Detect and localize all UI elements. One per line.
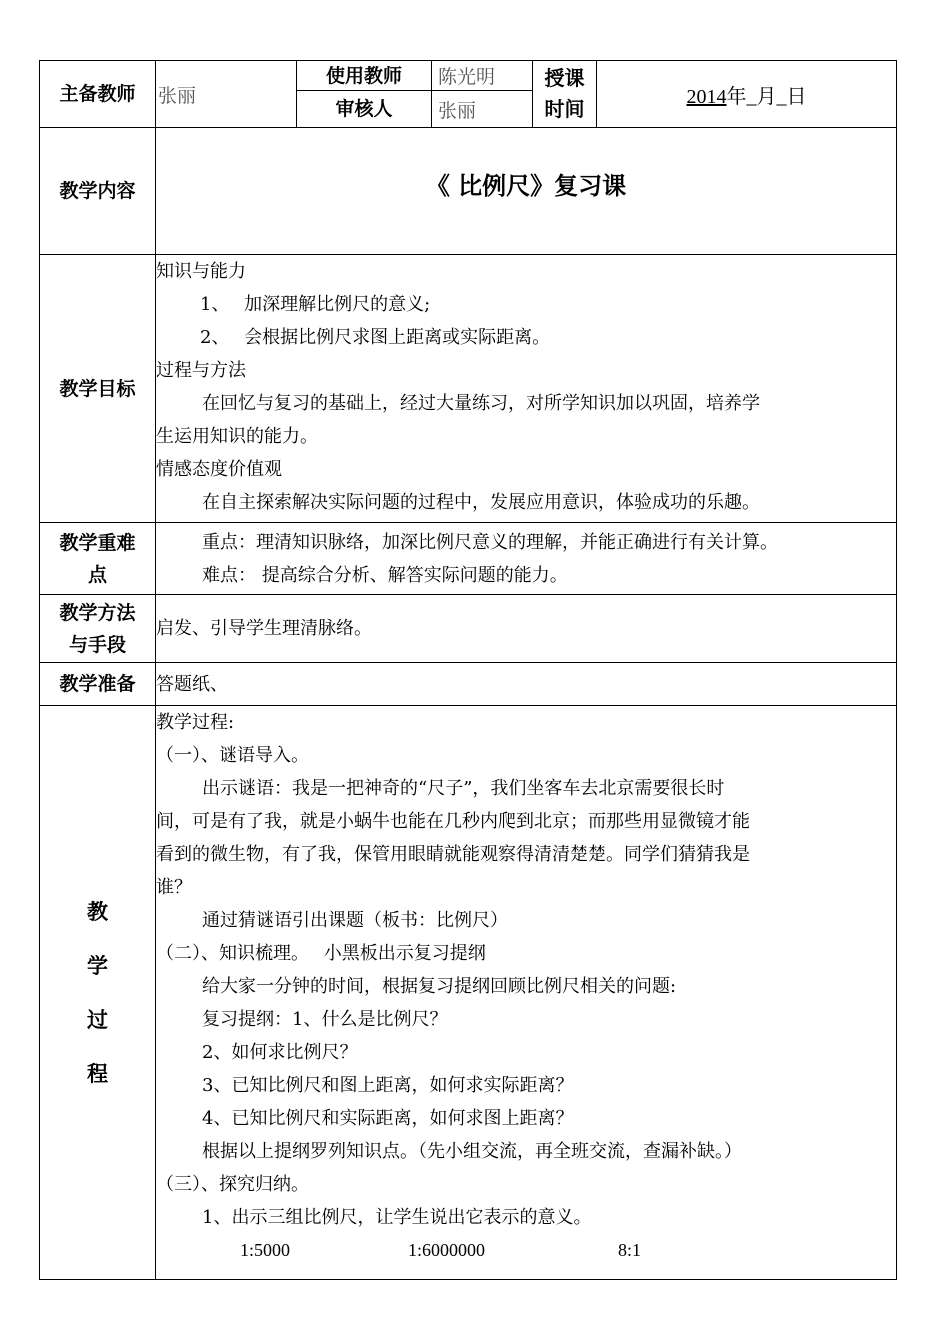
process-content [156, 706, 897, 1280]
goals-label: 教学目标 [40, 255, 156, 523]
main-teacher-value: 张丽 [156, 61, 297, 128]
key-points-line: 难点： 提高综合分析、解答实际问题的能力。 [202, 564, 568, 586]
ratio-example: 1:6000000 [408, 1240, 486, 1260]
key-points-label [40, 523, 156, 595]
process-line: 复习提纲：1、什么是比例尺？ [202, 1009, 448, 1030]
goals-line: 2、 会根据比例尺求图上距离或实际距离。 [200, 327, 551, 348]
goals-line: 情感态度价值观 [156, 459, 282, 480]
process-label-char: 过 [87, 1007, 108, 1032]
header-row-1 [40, 61, 897, 91]
preparation-row [40, 663, 897, 706]
process-line: 3、已知比例尺和图上距离，如何求实际距离？ [202, 1075, 574, 1096]
process-line: 谁？ [156, 877, 192, 898]
methods-label [40, 595, 156, 663]
lesson-title: 《 比例尺》复习课 [156, 128, 897, 255]
lesson-time-label [533, 61, 597, 128]
process-line: 间，可是有了我，就是小蜗牛也能在几秒内爬到北京；而那些用显微镜才能 [156, 811, 750, 832]
goals-content [156, 255, 897, 523]
goals-line: 在自主探索解决实际问题的过程中，发展应用意识，体验成功的乐趣。 [202, 492, 760, 513]
methods-label-line-1: 教学方法 [59, 601, 136, 624]
methods-content: 启发、引导学生理清脉络。 [156, 595, 897, 663]
goals-row [40, 255, 897, 523]
ratio-example: 8:1 [618, 1240, 642, 1260]
user-teacher-label: 使用教师 [297, 61, 432, 91]
process-line: 教学过程: [156, 712, 235, 733]
process-row [40, 706, 897, 1280]
process-line: 出示谜语：我是一把神奇的“尺子”，我们坐客车去北京需要很长时 [202, 778, 725, 799]
goals-line: 1、 加深理解比例尺的意义; [200, 294, 431, 315]
preparation-content: 答题纸、 [156, 663, 897, 706]
key-points-content [156, 523, 897, 595]
lesson-time-label-line-2: 时间 [544, 97, 585, 121]
methods-row [40, 595, 897, 663]
key-points-label-line-2: 点 [87, 563, 107, 586]
lesson-date-rest: 年_月_日 [726, 85, 807, 108]
lesson-plan-table [39, 60, 897, 1280]
main-teacher-label: 主备教师 [40, 61, 156, 128]
lesson-time-label-line-1: 授课 [544, 66, 585, 90]
process-line: 给大家一分钟的时间，根据复习提纲回顾比例尺相关的问题: [202, 976, 677, 997]
process-label-char: 教 [87, 899, 108, 924]
ratio-example: 1:5000 [240, 1240, 291, 1260]
process-line: 1、出示三组比例尺，让学生说出它表示的意义。 [202, 1207, 592, 1228]
preparation-label: 教学准备 [40, 663, 156, 706]
process-label-char: 学 [87, 953, 108, 978]
goals-line: 过程与方法 [156, 360, 246, 381]
ratio-examples [156, 1234, 896, 1267]
process-line: （二）、知识梳理。 小黑板出示复习提纲 [156, 943, 486, 964]
process-label-char: 程 [87, 1061, 108, 1086]
process-line: 看到的微生物，有了我，保管用眼睛就能观察得清清楚楚。同学们猜猜我是 [156, 844, 750, 865]
key-points-row [40, 523, 897, 595]
reviewer-value: 张丽 [432, 91, 533, 128]
user-teacher-value: 陈光明 [432, 61, 533, 91]
process-line: 通过猜谜语引出课题（板书：比例尺） [202, 910, 508, 931]
lesson-date-year: 2014 [686, 85, 727, 108]
process-line: （三）、探究归纳。 [156, 1174, 309, 1195]
key-points-line: 重点：理清知识脉络，加深比例尺意义的理解，并能正确进行有关计算。 [202, 531, 778, 553]
process-label [40, 706, 156, 1280]
content-label: 教学内容 [40, 128, 156, 255]
reviewer-label: 审核人 [297, 91, 432, 128]
content-row [40, 128, 897, 255]
process-line: 4、已知比例尺和实际距离，如何求图上距离？ [202, 1108, 574, 1129]
lesson-date [597, 61, 897, 128]
process-line: 2、如何求比例尺？ [202, 1042, 358, 1063]
key-points-label-line-1: 教学重难 [59, 531, 136, 554]
process-line: 根据以上提纲罗列知识点。（先小组交流，再全班交流，查漏补缺。） [202, 1141, 742, 1162]
goals-line: 在回忆与复习的基础上，经过大量练习，对所学知识加以巩固，培养学 [202, 393, 760, 414]
methods-label-line-2: 与手段 [68, 633, 126, 656]
goals-line: 知识与能力 [156, 261, 246, 282]
goals-line: 生运用知识的能力。 [156, 426, 318, 447]
lesson-plan-page [39, 60, 896, 1280]
process-line: （一）、谜语导入。 [156, 745, 309, 766]
